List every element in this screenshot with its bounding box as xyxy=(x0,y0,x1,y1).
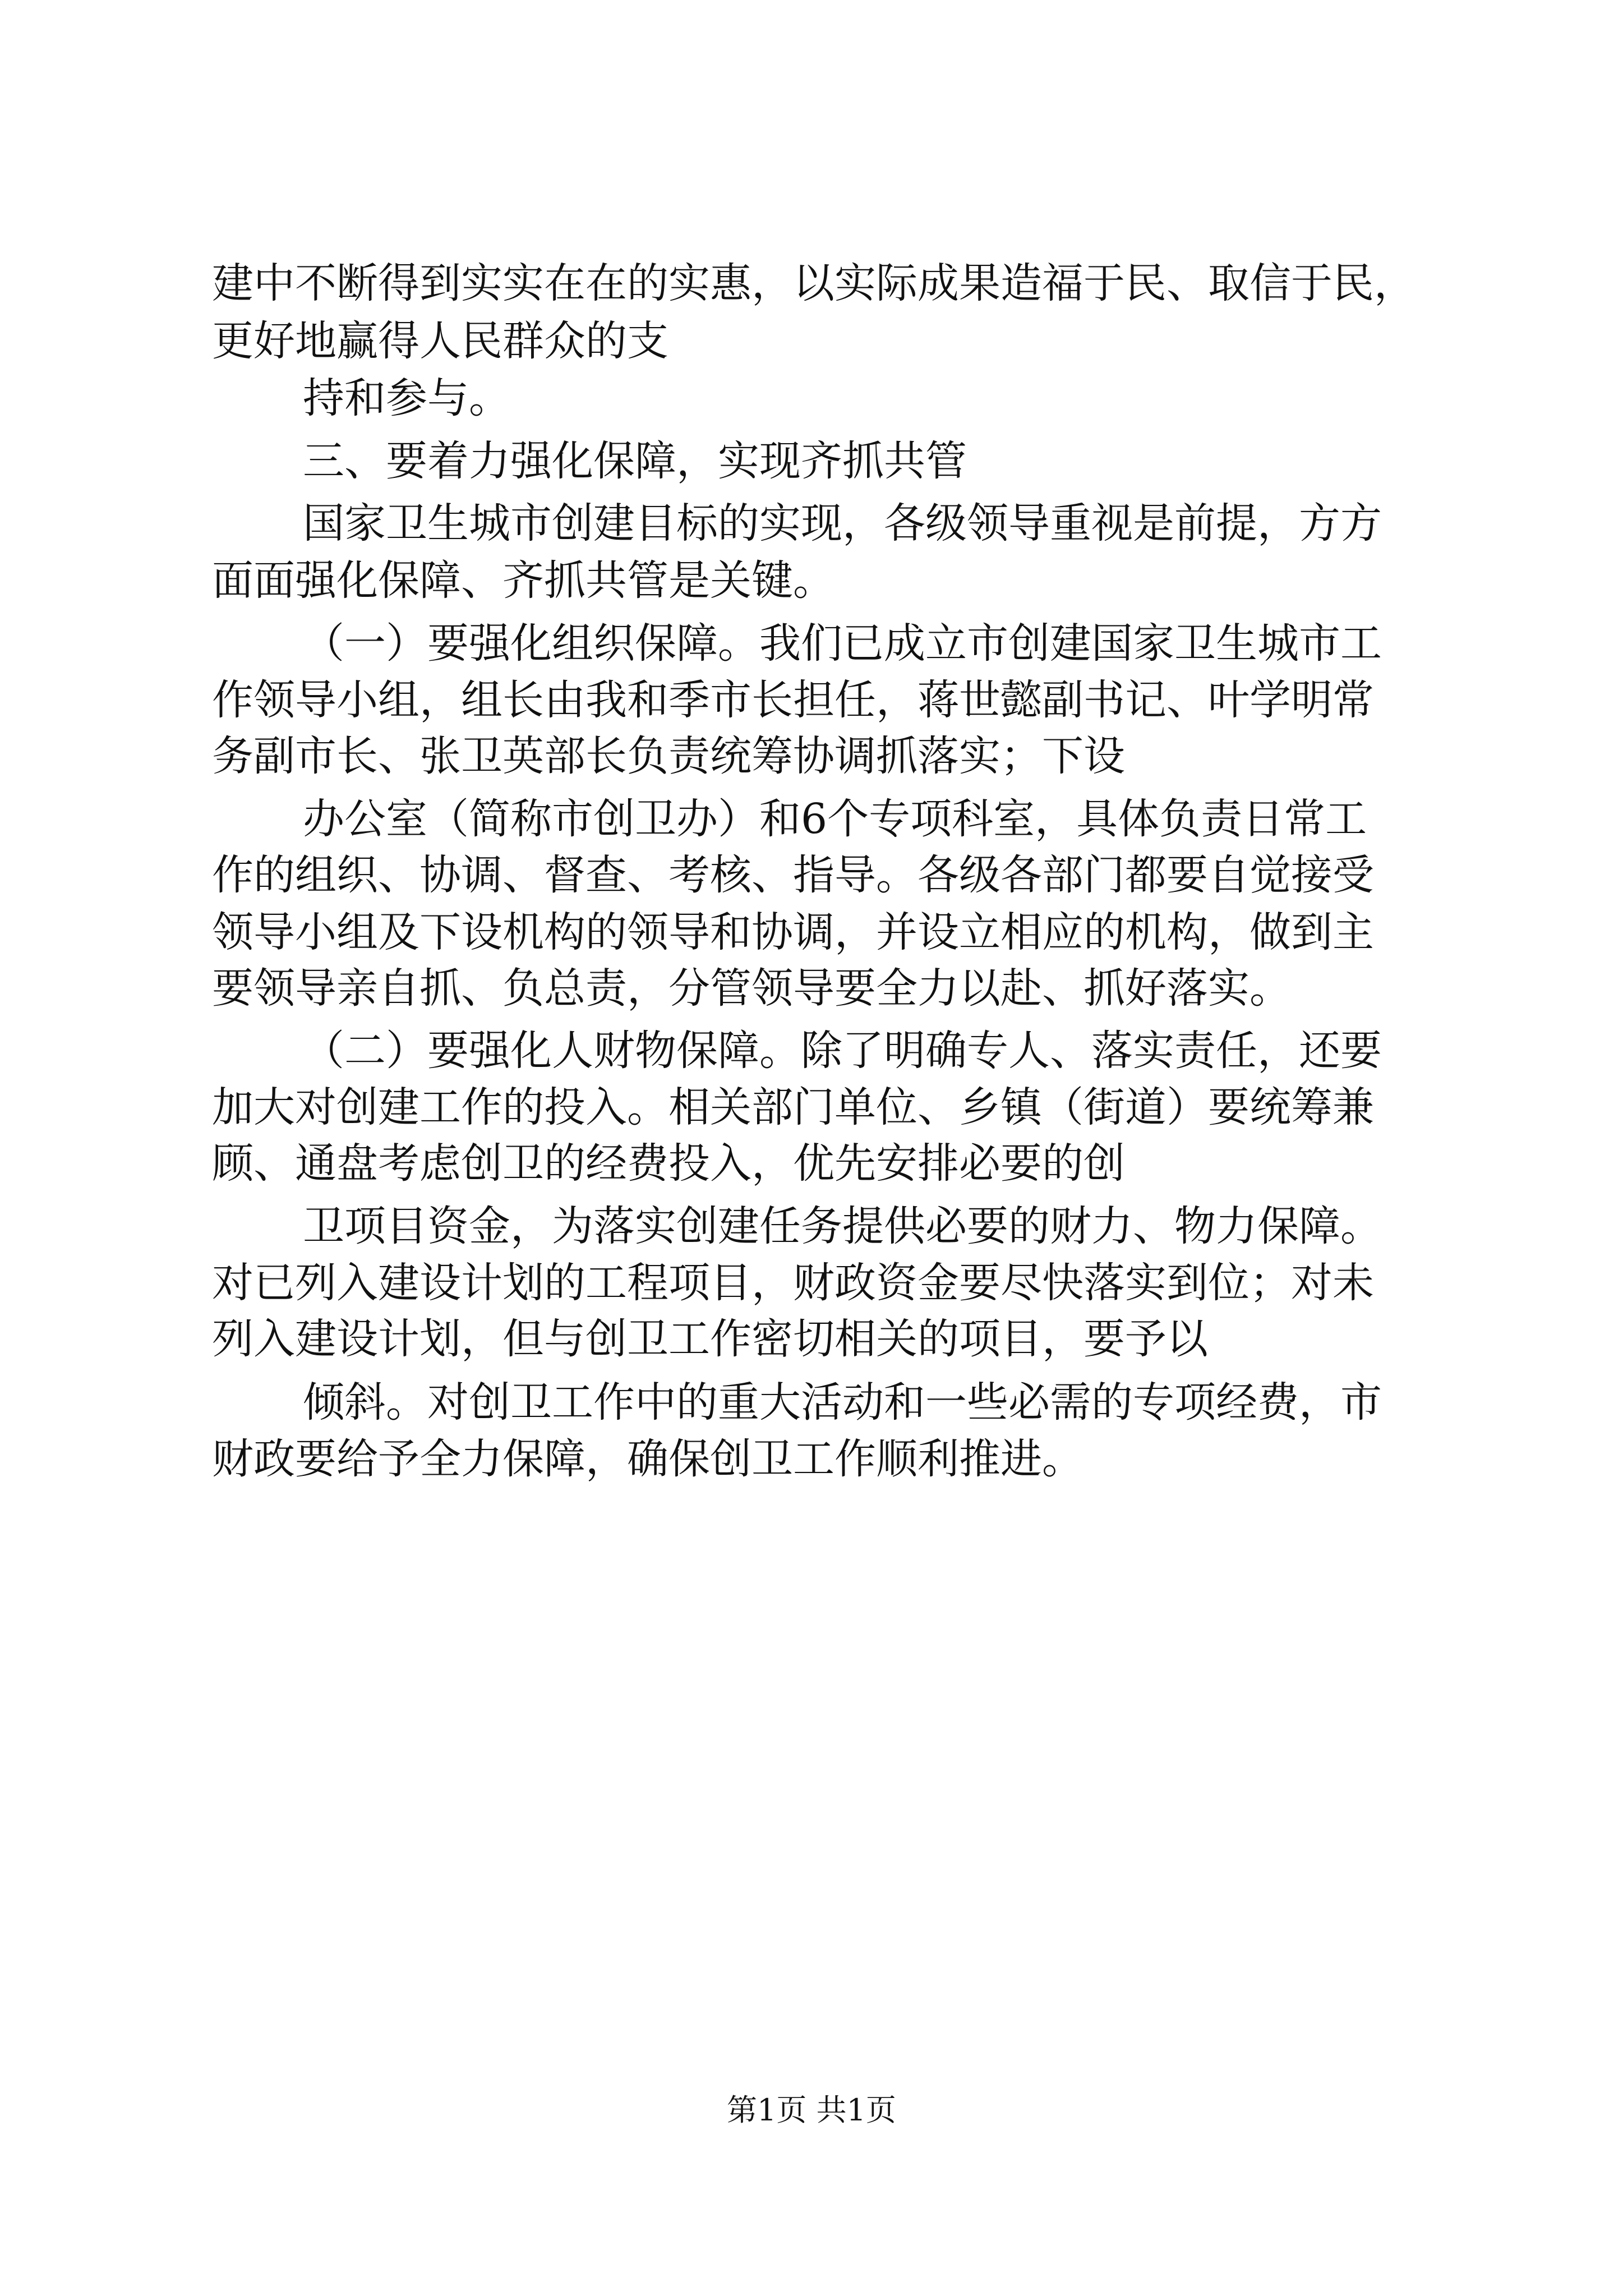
body-text-line: 卫项目资金，为落实创建任务提供必要的财力、物力保障。 xyxy=(303,1202,1382,1250)
body-text-line: 要领导亲自抓、负总责，分管领导要全力以赴、抓好落实。 xyxy=(212,964,1291,1013)
section-heading: 三、要着力强化保障，实现齐抓共管 xyxy=(303,437,967,485)
body-text-line: （一）要强化组织保障。我们已成立市创建国家卫生城市工 xyxy=(303,619,1382,668)
body-text-line: 作的组织、协调、督查、考核、指导。各级各部门都要自觉接受 xyxy=(212,851,1374,899)
body-text-line: 更好地赢得人民群众的支 xyxy=(212,317,668,365)
page-footer: 第1页 共1页 xyxy=(727,2092,896,2128)
body-text-line: 国家卫生城市创建目标的实现，各级领导重视是前提，方方 xyxy=(303,499,1382,547)
body-text-line: 务副市长、张卫英部长负责统筹协调抓落实；下设 xyxy=(212,732,1125,780)
body-text-line: 加大对创建工作的投入。相关部门单位、乡镇（街道）要统筹兼 xyxy=(212,1083,1374,1131)
body-text-line: 对已列入建设计划的工程项目，财政资金要尽快落实到位；对未 xyxy=(212,1259,1374,1307)
body-text-line: 作领导小组，组长由我和季市长担任，蒋世懿副书记、叶学明常 xyxy=(212,676,1374,724)
body-text-line: 持和参与。 xyxy=(303,374,510,422)
body-text-line: 面面强化保障、齐抓共管是关键。 xyxy=(212,556,834,605)
body-text-line: 办公室（简称市创卫办）和6个专项科室，具体负责日常工 xyxy=(303,795,1367,843)
body-text-line: 财政要给予全力保障，确保创卫工作顺利推进。 xyxy=(212,1435,1083,1483)
body-text-line: 建中不断得到实实在在的实惠，以实际成果造福于民、取信于民， xyxy=(212,259,1415,307)
body-text-line: 领导小组及下设机构的领导和协调，并设立相应的机构，做到主 xyxy=(212,908,1374,956)
body-text-line: （二）要强化人财物保障。除了明确专人、落实责任，还要 xyxy=(303,1027,1382,1075)
body-text-line: 顾、通盘考虑创卫的经费投入，优先安排必要的创 xyxy=(212,1139,1125,1188)
body-text-line: 倾斜。对创卫工作中的重大活动和一些必需的专项经费，市 xyxy=(303,1378,1382,1427)
body-text-line: 列入建设计划，但与创卫工作密切相关的项目，要予以 xyxy=(212,1315,1208,1363)
